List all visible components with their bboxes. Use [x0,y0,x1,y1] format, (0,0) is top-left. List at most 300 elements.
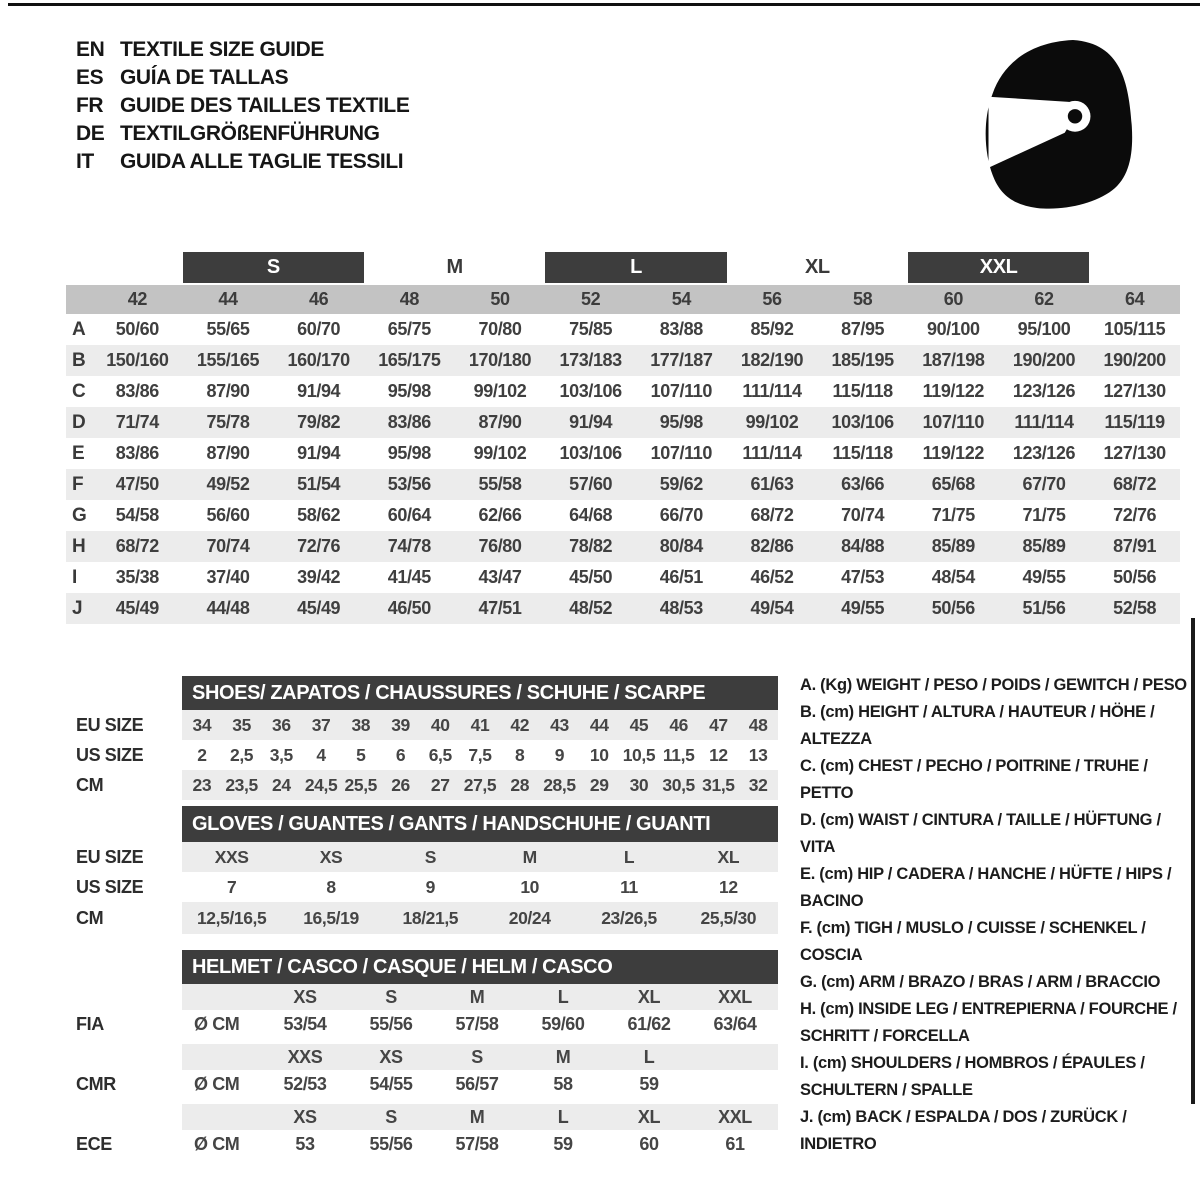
value-cell: XL [717,846,740,867]
row-label-us-size: US SIZE [76,744,144,765]
racing-helmet-icon [978,38,1136,215]
size-row [66,407,1180,438]
value-cell: 24 [271,774,291,795]
value-cell: 23/26,5 [601,907,657,928]
value-cell: 12 [718,876,738,897]
value-cell: 55/56 [369,1133,413,1154]
language-row [76,92,409,120]
size-cell: 47/50 [115,474,159,494]
value-cell: S [424,846,436,867]
legend-item: F. (cm) TIGH / MUSLO / CUISSE / SCHENKEL / COSCIA [800,919,1146,964]
size-cell: 68/72 [1113,474,1157,494]
value-cell: 36 [271,714,291,735]
size-cell: 111/114 [742,381,802,401]
size-cell: 64/68 [569,505,613,525]
size-cell: 107/110 [922,412,984,432]
right-rule [1191,618,1195,1104]
value-cell: 57/58 [455,1013,499,1034]
size-cell: 76/80 [478,536,522,556]
value-cell: 20/24 [508,907,551,928]
value-cell: 12,5/16,5 [196,907,267,928]
size-cell: 119/122 [922,381,984,401]
size-row-letter: H [72,535,86,557]
language-list [76,36,409,176]
size-cell: 190/200 [1103,350,1166,370]
top-rule [8,3,1200,6]
value-cell: 11,5 [662,744,695,765]
helmet-size-header: L [557,986,569,1007]
size-cell: 83/86 [115,381,159,401]
size-cell: 80/84 [659,536,703,556]
helmet-size-header: XL [637,1106,661,1127]
value-cell: 63/64 [713,1013,757,1034]
size-cell: 78/82 [569,536,613,556]
size-row-letter: E [72,442,85,464]
size-cell: 75/78 [206,412,250,432]
size-cell: 47/51 [478,598,522,618]
value-cell: 7 [226,876,237,897]
size-cell: 72/76 [297,536,341,556]
size-cell: 47/53 [841,567,885,587]
value-cell: 59 [639,1073,659,1094]
size-cell: 150/160 [106,350,169,370]
size-band-xxl: XXL [908,252,1089,283]
size-cell: 35/38 [115,567,159,587]
size-cell: 90/100 [926,319,980,339]
row-label-eu-size: EU SIZE [76,846,144,867]
size-cell: 49/54 [750,598,794,618]
helmet-size-header-row [182,1104,778,1130]
value-cell: 42 [510,714,530,735]
unit-label: Ø CM [194,1013,240,1034]
value-cell: 40 [430,714,450,735]
size-cell: 83/86 [387,412,431,432]
size-row [66,376,1180,407]
value-cell: 43 [550,714,569,735]
size-row [66,531,1180,562]
value-cell: 9 [554,744,565,765]
size-cell: 61/63 [750,474,794,494]
value-cell: 5 [356,744,366,765]
size-column-header: 60 [943,289,963,309]
value-cell: 16,5/19 [303,907,359,928]
size-cell: 54/58 [115,505,159,525]
gloves-size-table [66,806,778,934]
value-cell: 59/60 [541,1013,585,1034]
row-label-cmr: CMR [76,1073,116,1094]
size-cell: 85/89 [1022,536,1066,556]
value-cell: 56/57 [455,1073,499,1094]
size-cell: 79/82 [297,412,341,432]
size-column-header: 42 [127,289,147,309]
size-cell: 177/187 [650,350,713,370]
value-cell: 26 [391,774,410,795]
helmet-size-header: S [471,1046,483,1067]
size-row-letter: A [72,318,86,340]
legend-item: A. (Kg) WEIGHT / PESO / POIDS / GEWITCH / PESO [800,676,1187,694]
size-cell: 115/119 [1104,412,1165,432]
value-cell: 23,5 [225,774,258,795]
size-column-header: 56 [762,289,782,309]
value-cell: 53/54 [283,1013,327,1034]
size-cell: 48/53 [659,598,703,618]
table-title: GLOVES / GUANTES / GANTS / HANDSCHUHE / GUANTI [182,806,778,842]
size-cell: 103/106 [559,381,622,401]
value-cell: 55/56 [369,1013,413,1034]
value-cell: 53 [295,1133,315,1154]
size-cell: 127/130 [1103,443,1166,463]
value-cell: 45 [629,714,649,735]
size-cell: 70/80 [478,319,522,339]
size-cell: 84/88 [841,536,885,556]
size-cell: 46/51 [659,567,703,587]
helmet-size-header: XXL [718,986,752,1007]
row-label-eu-size: EU SIZE [76,714,144,735]
size-cell: 56/60 [206,505,250,525]
size-cell: 182/190 [740,350,804,370]
language-code: ES [76,66,104,89]
size-cell: 70/74 [206,536,250,556]
value-cell: 12 [709,744,728,765]
value-cell: 27 [430,774,450,795]
size-band-l: L [545,252,726,283]
size-row-letter: D [72,411,86,433]
value-cell: 30 [629,774,649,795]
size-cell: 95/98 [387,443,431,463]
value-cell: 32 [748,774,768,795]
value-cell: 9 [425,876,435,897]
helmet-size-header: XL [637,986,661,1007]
size-cell: 119/122 [922,443,984,463]
size-row-letter: B [72,349,86,371]
legend-item: B. (cm) HEIGHT / ALTURA / HAUTEUR / HÖHE / ALTEZZA [800,703,1155,748]
value-cell: 54/55 [369,1073,413,1094]
size-cell: 91/94 [297,381,341,401]
size-column-header: 44 [218,289,238,309]
size-band-m: M [446,256,463,278]
size-row [66,500,1180,531]
measurement-legend [800,672,1198,1158]
size-cell: 50/60 [115,319,159,339]
size-cell: 71/75 [931,505,975,525]
size-cell: 43/47 [478,567,522,587]
size-cell: 187/198 [922,350,985,370]
row-label-gutter [66,950,182,1158]
helmet-size-header-row [182,1044,778,1070]
size-row [66,562,1180,593]
language-row [76,64,409,92]
value-cell: 58 [553,1073,573,1094]
size-cell: 51/56 [1022,598,1066,618]
size-cell: 53/56 [387,474,431,494]
unit-spacer [182,984,262,1010]
size-cell: 123/126 [1012,381,1076,401]
value-cell: 38 [351,714,371,735]
size-cell: 75/85 [569,319,613,339]
size-cell: 99/102 [473,443,527,463]
table-area [182,950,778,1158]
unit-spacer [182,1044,262,1070]
size-cell: 82/86 [750,536,794,556]
size-cell: 55/65 [206,319,250,339]
table-row [182,902,778,934]
size-cell: 60/64 [387,505,431,525]
size-cell: 50/56 [1113,567,1157,587]
helmet-size-header: XXL [718,1106,752,1127]
size-cell: 55/58 [478,474,522,494]
size-cell: 59/62 [659,474,703,494]
row-label-us-size: US SIZE [76,876,144,897]
size-cell: 48/52 [569,598,613,618]
value-cell: 29 [589,774,609,795]
helmet-value-row [182,1010,778,1038]
size-cell: 87/90 [478,412,522,432]
unit-label: Ø CM [194,1073,240,1094]
legend-item: G. (cm) ARM / BRAZO / BRAS / ARM / BRACCIO [800,973,1161,991]
size-row-letter: I [72,566,77,588]
value-cell: 59 [553,1133,573,1154]
size-cell: 105/115 [1104,319,1166,339]
size-column-header-row [66,285,1180,314]
size-row [66,438,1180,469]
size-cell: 83/86 [115,443,159,463]
row-label-fia: FIA [76,1013,104,1034]
value-cell: 6 [395,744,406,765]
helmet-size-header: M [555,1046,571,1067]
value-cell: 10 [520,876,539,897]
table-title: HELMET / CASCO / CASQUE / HELM / CASCO [182,950,778,984]
language-title: GUIDA ALLE TAGLIE TESSILI [120,150,404,173]
value-cell: 35 [232,714,251,735]
label-spacer [66,676,182,710]
value-cell: 31,5 [702,774,735,795]
value-cell: 41 [470,714,490,735]
size-cell: 57/60 [569,474,613,494]
size-column-header: 46 [309,289,329,309]
size-cell: 45/50 [569,567,613,587]
value-cell: 18/21,5 [402,907,459,928]
size-cell: 173/183 [559,350,622,370]
size-cell: 87/90 [206,381,250,401]
size-cell: 67/70 [1022,474,1066,494]
value-cell: 10,5 [622,744,656,765]
size-cell: 49/55 [841,598,885,618]
value-cell: 25,5/30 [700,907,757,928]
helmet-size-header: XS [379,1046,403,1067]
size-cell: 85/89 [931,536,975,556]
row-label-gutter [66,806,182,934]
helmet-size-header: L [557,1106,569,1127]
value-cell: 23 [192,774,212,795]
table-area [182,676,778,800]
value-cell: 34 [192,714,212,735]
helmet-size-header: S [385,986,397,1007]
value-cell: 30,5 [662,774,695,795]
value-cell: 7,5 [468,744,492,765]
size-cell: 50/56 [931,598,975,618]
value-cell: 48 [748,714,768,735]
unit-label: Ø CM [194,1133,240,1154]
language-code: DE [76,122,105,145]
value-cell: 8 [515,744,525,765]
size-cell: 127/130 [1103,381,1166,401]
value-cell: 61 [725,1133,745,1154]
size-cell: 65/68 [931,474,975,494]
size-cell: 111/114 [1014,412,1074,432]
size-column-header: 52 [581,289,601,309]
helmet-size-header: L [643,1046,655,1067]
helmet-size-header: XS [293,986,317,1007]
helmet-size-header [692,1044,778,1070]
row-label-cm: CM [76,774,104,795]
size-cell: 111/114 [742,443,802,463]
helmet-size-header: S [385,1106,397,1127]
row-label-gutter [66,676,182,800]
size-cell: 44/48 [206,598,250,618]
value-cell: 24,5 [304,774,338,795]
value-cell: 3,5 [269,744,293,765]
size-cell: 85/92 [750,319,794,339]
table-row [182,872,778,902]
value-cell: 47 [709,714,728,735]
value-cell: 25,5 [344,774,378,795]
size-row-letter: F [72,473,84,495]
legend-item: C. (cm) CHEST / PECHO / POITRINE / TRUHE / PETTO [800,757,1148,802]
size-cell: 155/165 [196,350,260,370]
size-cell: 46/52 [750,567,794,587]
value-cell: 57/58 [455,1133,499,1154]
size-cell: 103/106 [559,443,622,463]
size-cell: 48/54 [931,567,975,587]
size-cell: 68/72 [115,536,159,556]
value-cell: 28,5 [543,774,576,795]
value-cell: 60 [639,1133,659,1154]
size-cell: 63/66 [841,474,885,494]
value-cell: L [623,846,635,867]
size-row [66,314,1180,345]
size-cell: 39/42 [297,567,341,587]
value-cell: 4 [316,744,326,765]
legend-item: J. (cm) BACK / ESPALDA / DOS / ZURÜCK / INDIETRO [800,1108,1127,1153]
size-cell: 91/94 [569,412,613,432]
size-row-letter: J [72,597,83,619]
size-cell: 66/70 [659,505,703,525]
size-cell: 71/75 [1022,505,1066,525]
helmet-size-header: XXS [287,1046,323,1067]
language-row [76,148,409,176]
value-cell: 2 [197,744,207,765]
size-cell: 99/102 [473,381,527,401]
size-column-header: 62 [1034,289,1054,309]
table-title: SHOES/ ZAPATOS / CHAUSSURES / SCHUHE / SCARPE [182,676,778,710]
value-cell [692,1070,778,1098]
table-row [182,770,778,800]
size-cell: 107/110 [650,381,712,401]
size-cell: 165/175 [378,350,441,370]
size-cell: 72/76 [1113,505,1157,525]
size-cell: 115/118 [832,381,893,401]
size-cell: 107/110 [650,443,712,463]
size-cell: 58/62 [297,505,341,525]
size-cell: 74/78 [387,536,431,556]
value-cell: 6,5 [428,744,452,765]
size-cell: 87/95 [841,319,885,339]
value-cell: XS [319,846,343,867]
row-label-ece: ECE [76,1133,112,1154]
size-cell: 70/74 [841,505,885,525]
size-column-header: 58 [853,289,873,309]
helmet-value-row [182,1130,778,1158]
size-cell: 87/90 [206,443,250,463]
size-cell: 95/100 [1017,319,1071,339]
size-cell: 41/45 [387,567,431,587]
table-row [182,740,778,770]
table-area [182,806,778,934]
size-column-header: 64 [1125,289,1145,309]
size-row [66,469,1180,500]
size-cell: 115/118 [832,443,893,463]
value-cell: 27,5 [463,774,497,795]
value-cell: 10 [589,744,609,765]
size-cell: 52/58 [1113,598,1157,618]
size-band-row [66,252,1180,283]
size-band-xl: XL [804,256,830,278]
size-column-header: 54 [671,289,691,309]
size-cell: 46/50 [387,598,431,618]
size-cell: 95/98 [659,412,703,432]
size-cell: 103/106 [831,412,894,432]
helmet-value-row [182,1070,778,1098]
size-row [66,345,1180,376]
unit-spacer [182,1104,262,1130]
value-cell: XXS [214,846,249,867]
size-band-s: S [183,252,364,283]
size-cell: 185/195 [831,350,894,370]
size-cell: 170/180 [468,350,532,370]
value-cell: M [522,846,537,867]
size-cell: 91/94 [297,443,341,463]
size-cell: 123/126 [1012,443,1076,463]
value-cell: 13 [748,744,768,765]
helmet-size-header-row [182,984,778,1010]
size-cell: 49/52 [206,474,250,494]
size-cell: 45/49 [297,598,341,618]
language-title: GUÍA DE TALLAS [120,66,289,89]
value-cell: 39 [391,714,410,735]
value-cell: 11 [620,876,638,897]
helmet-size-header: M [469,1106,485,1127]
value-cell: 61/62 [627,1013,671,1034]
size-cell: 71/74 [115,412,159,432]
value-cell: 37 [311,714,331,735]
language-code: EN [76,38,105,61]
language-row [76,120,409,148]
size-cell: 160/170 [287,350,350,370]
helmet-size-header: M [469,986,485,1007]
value-cell: 8 [326,876,336,897]
size-cell: 87/91 [1113,536,1157,556]
language-title: TEXTILE SIZE GUIDE [120,38,324,61]
size-cell: 51/54 [297,474,341,494]
table-row [182,710,778,740]
language-title: TEXTILGRÖßENFÜHRUNG [120,122,380,145]
size-cell: 190/200 [1012,350,1076,370]
size-cell: 95/98 [387,381,431,401]
size-column-header: 50 [490,289,510,309]
corner-cell [66,285,92,314]
size-cell: 49/55 [1022,567,1066,587]
legend-item: I. (cm) SHOULDERS / HOMBROS / ÉPAULES / SCHULTERN / SPALLE [800,1054,1145,1099]
